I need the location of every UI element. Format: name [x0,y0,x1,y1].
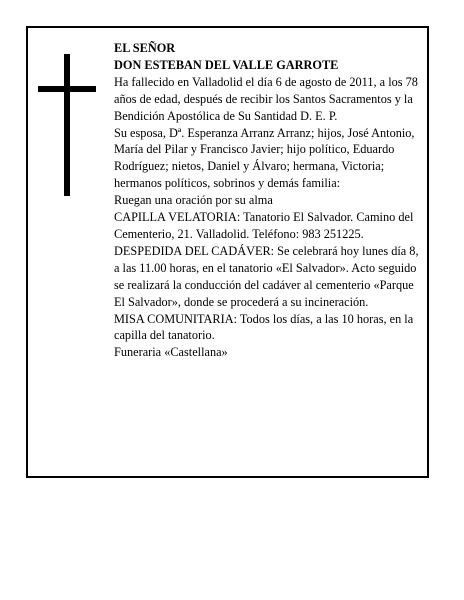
cross-icon [38,54,96,196]
family-list: Su esposa, Dª. Esperanza Arranz Arranz; hijos, José Antonio, María del Pilar y Francisco Javier; hijo político, Eduardo Rodríguez; nietos, Daniel y Álvaro; hermana, Victoria; hermanos políticos, sobrinos y demás familia: [114,125,415,191]
chapel-info: CAPILLA VELATORIA: Tanatorio El Salvador. Camino del Cementerio, 21. Valladolid. Teléfono: 983 251225. [114,210,414,241]
mass-info: MISA COMUNITARIA: Todos los días, a las 10 horas, en la capilla del tanatorio. [114,311,414,343]
deceased-name: DON ESTEBAN DEL VALLE GARROTE [114,57,339,72]
death-announcement: Ha fallecido en Valladolid el día 6 de agosto de 2011, a los 78 años de edad, después de recibir los Santos Sacramentos y la Bendición Apostólica de Su Santidad D. E. P. [114,74,418,123]
farewell-info: DESPEDIDA DEL CADÁVER: Se celebrará hoy lunes día 8, a las 11.00 horas, en el tanatorio «El Salvador». Acto seguido se realizará la conducción del cadáver al cementerio «Parque El Salvador», donde se procederá a su incineración. [114,243,419,309]
prayer-request: Ruegan una oración por su alma [114,193,273,208]
funeral-home: Funeraria «Castellana» [114,345,228,360]
cross-vertical-bar [64,54,70,196]
heading-title: EL SEÑOR [114,41,176,55]
obituary-text [114,40,426,361]
cross-horizontal-bar [38,86,96,92]
